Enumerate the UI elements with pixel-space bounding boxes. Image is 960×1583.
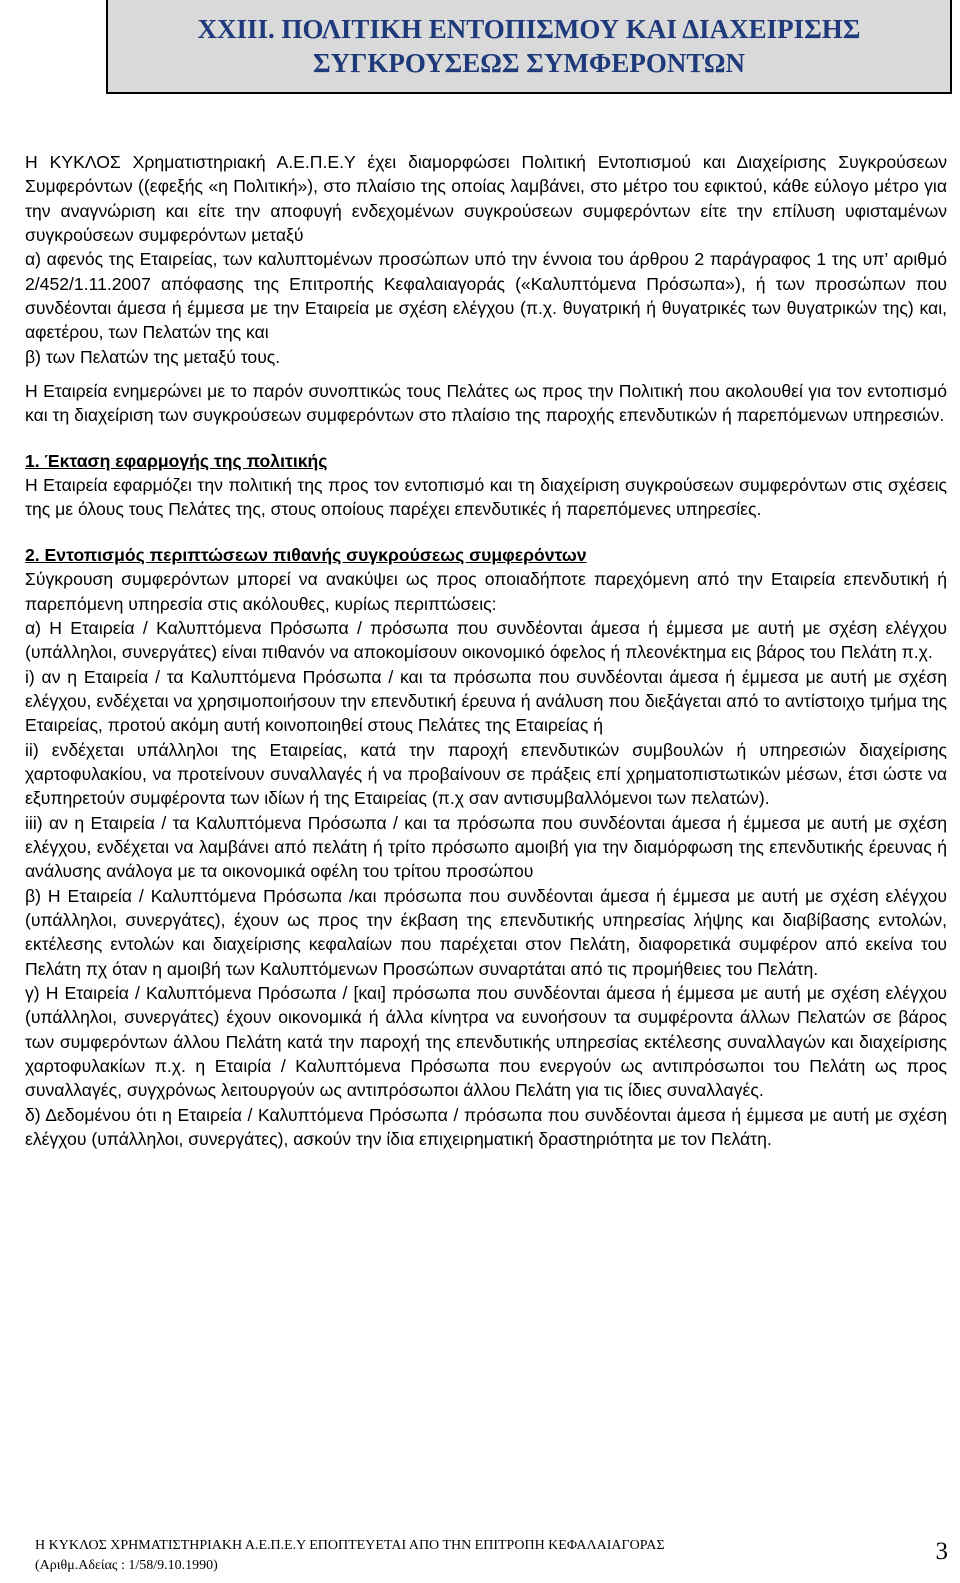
footer-regulator-text: Η ΚΥΚΛΟΣ ΧΡΗΜΑΤΙΣΤΗΡΙΑΚΗ Α.Ε.Π.Ε.Υ ΕΠΟΠΤΕΥΕΤΑΙ ΑΠΟ ΤΗΝ ΕΠΙΤΡΟΠΗ ΚΕΦΑΛΑΙΑΓΟΡΑΣ <box>35 1538 665 1553</box>
intro-paragraph-4: Η Εταιρεία ενημερώνει με το παρόν συνοπτικώς τους Πελάτες ως προς την Πολιτική που ακολουθεί για τον εντοπισμό και τη διαχείριση των συγκρούσεων συμφερόντων στο πλαίσιο της παροχής επενδυτικών ή παρεπόμενων υπηρεσιών. <box>25 381 947 426</box>
section-2-title: 2. Εντοπισμός περιπτώσεων πιθανής συγκρούσεως συμφερόντων <box>25 544 587 565</box>
section-1-body: Η Εταιρεία εφαρμόζει την πολιτική της προς τον εντοπισμό και τη διαχείριση συγκρούσεων συμφερόντων στις σχέσεις της με όλους τους Πελάτες της, στους οποίους παρέχει επενδυτικές ή παρεπόμενες υπηρεσίες. <box>25 475 947 520</box>
section-2-paragraph: iii) αν η Εταιρεία / τα Καλυπτόμενα Πρόσωπα / και τα πρόσωπα που συνδέονται άμεσα ή έμμεσα με αυτή με σχέση ελέγχου, ενδέχεται να λαμβάνει από πελάτη ή τρίτο πρόσωπο αμοιβή για την διαμόρφωση της επενδυτικής έρευνας ή ανάλυσης ανάλογα με τα οικονομικά οφέλη του τρίτου προσώπου <box>25 812 947 882</box>
section-1-title: 1. Έκταση εφαρμογής της πολιτικής <box>25 450 328 471</box>
section-2-paragraph: Σύγκρουση συμφερόντων μπορεί να ανακύψει ως προς οποιαδήποτε παρεχόμενη από την Εταιρεία επενδυτική ή παρεπόμενη υπηρεσία στις ακόλουθες, κυρίως περιπτώσεις: <box>25 569 947 614</box>
section-2-paragraph: β) Η Εταιρεία / Καλυπτόμενα Πρόσωπα /και πρόσωπα που συνδέονται άμεσα ή έμμεσα με αυτή με σχέση ελέγχου (υπάλληλοι, συνεργάτες), έχουν ως προς την έκβαση της επενδυτικής υπηρεσίας λήψης και διαβίβασης εντολών, εκτέλεσης εντολών και διαχείρισης κεφαλαίων που παρέχεται στον Πελάτη, διαφορετικά συμφέρον από εκείνα του Πελάτη πχ όταν η αμοιβή των Καλυπτόμενων Προσώπων συναρτάται από τις προμήθειες του Πελάτη. <box>25 885 947 979</box>
section-2-paragraph: γ) Η Εταιρεία / Καλυπτόμενα Πρόσωπα / [και] πρόσωπα που συνδέονται άμεσα ή έμμεσα με αυτή με σχέση ελέγχου (υπάλληλοι, συνεργάτες) έχουν οικονομικά ή άλλα κίνητρα να ευνοήσουν τα συμφέροντα άλλων Πελατών σε βάρος των συμφερόντων άλλου Πελάτη κατά την παροχή της επενδυτικής υπηρεσίας εκτέλεσης συναλλαγών και διαχείρισης χαρτοφυλακίων π.χ. η Εταιρία / Καλυπτόμενα Πρόσωπα που ενεργούν ως αντιπρόσωποι του Πελάτη ως προς συναλλαγές, συγχρόνως λειτουργούν ως αντιπρόσωποι άλλου Πελάτη για τις ίδιες συναλλαγές. <box>25 983 947 1101</box>
section-2-paragraph: ii) ενδέχεται υπάλληλοι της Εταιρείας, κατά την παροχή επενδυτικών συμβουλών ή υπηρεσιών διαχείρισης χαρτοφυλακίου, να προτείνουν συναλλαγές ή να προβαίνουν σε πράξεις επί χρηματοπιστωτικών μέσων, έτσι ώστε να εξυπηρετούν συμφέροντα των ιδίων ή της Εταιρείας (π.χ σαν αντισυμβαλλόμενοι των πελατών). <box>25 739 947 809</box>
footer-license-number: (Αριθμ.Αδείας : 1/58/9.10.1990) <box>35 1558 218 1573</box>
document-body <box>25 150 947 1151</box>
section-2-paragraph: α) Η Εταιρεία / Καλυπτόμενα Πρόσωπα / πρόσωπα που συνδέονται άμεσα ή έμμεσα με αυτή με σχέση ελέγχου (υπάλληλοι, συνεργάτες) είναι πιθανόν να αποκομίσουν οικονομικό όφελος ή πλεονέκτημα εις βάρος του Πελάτη π.χ. <box>25 617 947 663</box>
document-header <box>106 0 952 94</box>
section-2-paragraph: δ) Δεδομένου ότι η Εταιρεία / Καλυπτόμενα Πρόσωπα / πρόσωπα που συνδέονται άμεσα ή έμμεσα με αυτή με σχέση ελέγχου (υπάλληλοι, συνεργάτες), ασκούν την ίδια επιχειρηματική δραστηριότητα με τον Πελάτη. <box>25 1104 947 1150</box>
intro-paragraph-1: Η ΚΥΚΛΟΣ Χρηματιστηριακή Α.Ε.Π.Ε.Υ έχει διαμορφώσει Πολιτική Εντοπισμού και Διαχείρισης Συγκρούσεων Συμφερόντων ((εφεξής «η Πολιτική»), στο πλαίσιο της οποίας λαμβάνει, στο μέτρο του εφικτού, κάθε εύλογο μέτρο για την αναγνώριση και είτε την αποφυγή ενδεχομένων συγκρούσεων συμφερόντων είτε την επίλυση υφισταμένων συγκρούσεων συμφερόντων μεταξύ <box>25 152 947 246</box>
header-title-line2: ΣΥΓΚΡΟΥΣΕΩΣ ΣΥΜΦΕΡΟΝΤΩΝ <box>313 48 745 78</box>
page-footer <box>35 1536 955 1576</box>
intro-paragraph-3: β) των Πελατών της μεταξύ τους. <box>25 346 281 367</box>
header-title-line1: XXIII. ΠΟΛΙΤΙΚΗ ΕΝΤΟΠΙΣΜΟΥ ΚΑΙ ΔΙΑΧΕΙΡΙΣΗΣ <box>197 14 861 44</box>
page-number: 3 <box>935 1538 948 1565</box>
intro-paragraph-2: α) αφενός της Εταιρείας, των καλυπτομένων προσώπων υπό την έννοια του άρθρου 2 παράγραφος 1 της υπ’ αριθμό 2/452/1.11.2007 απόφασης της Επιτροπής Κεφαλαιαγοράς («Καλυπτόμενα Πρόσωπα»), ή των προσώπων που συνδέονται άμεσα ή έμμεσα με την Εταιρεία με σχέση ελέγχου (π.χ. θυγατρική ή θυγατρικές των θυγατρικών της) και, αφετέρου, των Πελατών της και <box>25 249 947 343</box>
section-2-paragraph: i) αν η Εταιρεία / τα Καλυπτόμενα Πρόσωπα / και τα πρόσωπα που συνδέονται άμεσα ή έμμεσα με αυτή με σχέση ελέγχου, ενδέχεται να χρησιμοποιήσουν την επενδυτική έρευνα ή ανάλυση που διεξάγεται από το αντίστοιχο τμήμα της Εταιρείας, προτού ακόμη αυτή κοινοποιηθεί στους Πελάτες της Εταιρείας ή <box>25 666 947 736</box>
